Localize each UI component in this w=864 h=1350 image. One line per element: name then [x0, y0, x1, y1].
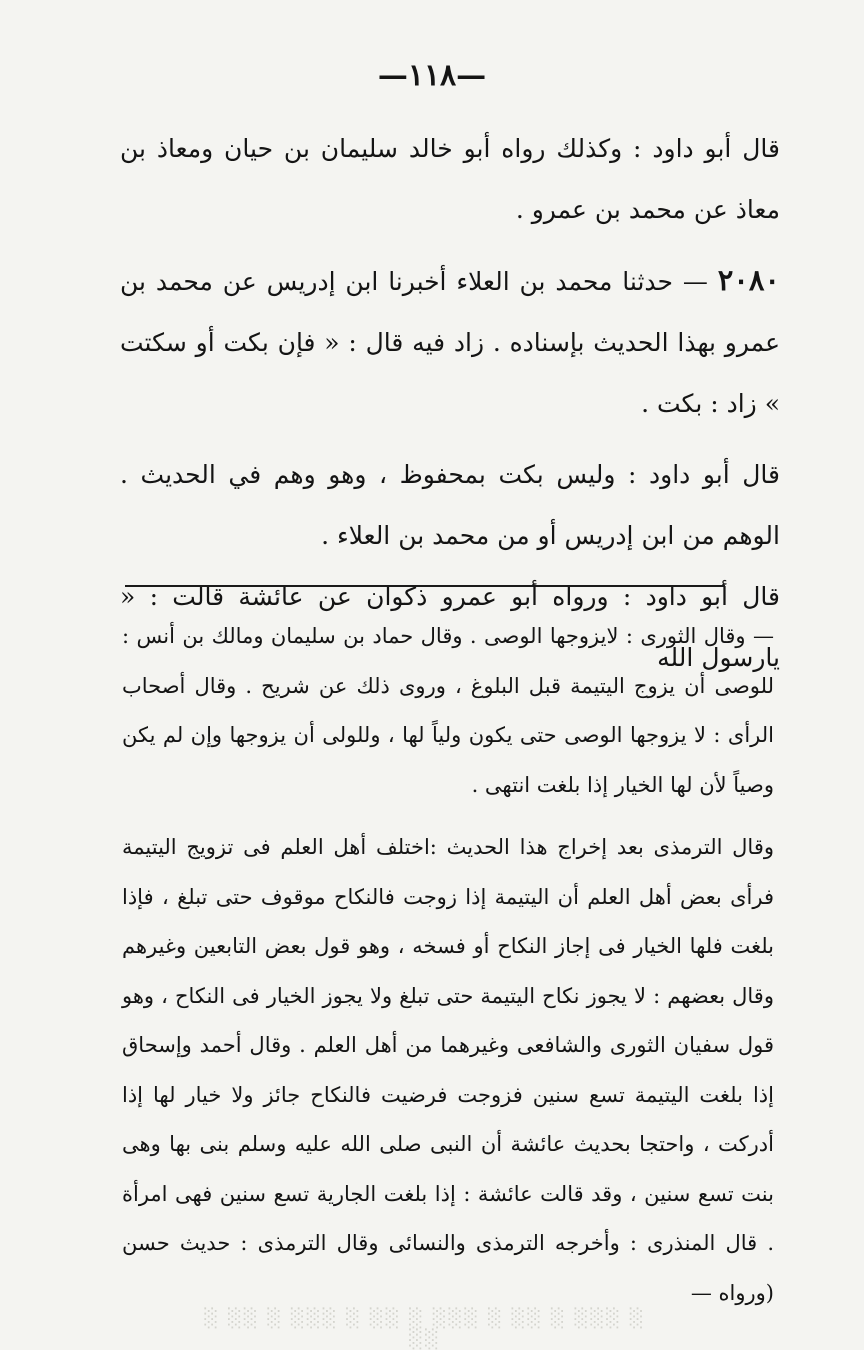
main-paragraph-3: قال أبو داود : وليس بكت بمحفوظ ، وهو وهم في الحديث . الوهم من ابن إدريس أو من محمد بن العلاء .: [120, 460, 780, 550]
page-number: —١١٨—: [377, 58, 487, 93]
footnote-paragraph-2: وقال الترمذى بعد إخراج هذا الحديث :اختلف أهل العلم فى تزويج اليتيمة فرأى بعض أهل العلم أن اليتيمة إذا زوجت فالنكاح موقوف حتى تبلغ ، فإذا بلغت فلها الخيار فى إجاز النكاح أو فسخه ، وهو قول بعض التابعين وغيرهم وقال بعضهم : لا يجوز نكاح اليتيمة حتى تبلغ ولا يجوز الخيار فى النكاح ، وهو قول سفيان الثورى والشافعى وغيرهما من أهل العلم . وقال أحمد وإسحاق إذا بلغت اليتيمة تسع سنين فزوجت فرضيت فالنكاح جائز ولا خيار لها إذا أدركت ، واحتجا بحديث عائشة أن النبى صلى الله عليه وسلم بنى بها وهى بنت تسع سنين ، وقد قالت عائشة : إذا بلغت الجارية تسع سنين فهى امرأة . قال المنذرى : وأخرجه الترمذى والنسائى وقال الترمذى : حديث حسن (ورواه —: [122, 835, 774, 1305]
footnotes: [122, 612, 774, 1318]
footnote-paragraph-1: — وقال الثورى : لايزوجها الوصى . وقال حماد بن سليمان ومالك بن أنس : للوصى أن يزوج اليتيمة قبل البلوغ ، وروى ذلك عن شريح . وقال أصحاب الرأى : لا يزوجها الوصى حتى يكون ولياً لها ، وللولى أن يزوجها وإن لم يكن وصياً لأن لها الخيار إذا بلغت انتهى .: [122, 624, 774, 797]
main-paragraph-2: [120, 250, 780, 434]
hadith-number: ٢٠٨٠: [717, 263, 780, 297]
main-paragraph-1: قال أبو داود : وكذلك رواه أبو خالد سليمان بن حيان ومعاذ بن معاذ عن محمد بن عمرو .: [120, 134, 780, 224]
main-text: [120, 118, 780, 688]
main-paragraph-4: قال أبو داود : ورواه أبو عمرو ذكوان عن عائشة قالت : « يارسول الله: [120, 582, 780, 672]
bleed-through-texture: ░ ░░ ░ ░░░ ░ ░░ ░ ░░░ ░ ░░ ░ ░░░ ░ ░░: [204, 1308, 646, 1350]
footnote-divider: [125, 585, 725, 587]
main-paragraph-2-text: — حدثنا محمد بن العلاء أخبرنا ابن إدريس عن محمد بن عمرو بهذا الحديث بإسناده . زاد فيه قال : « فإن بكت أو سكتت » زاد : بكت .: [120, 267, 780, 418]
